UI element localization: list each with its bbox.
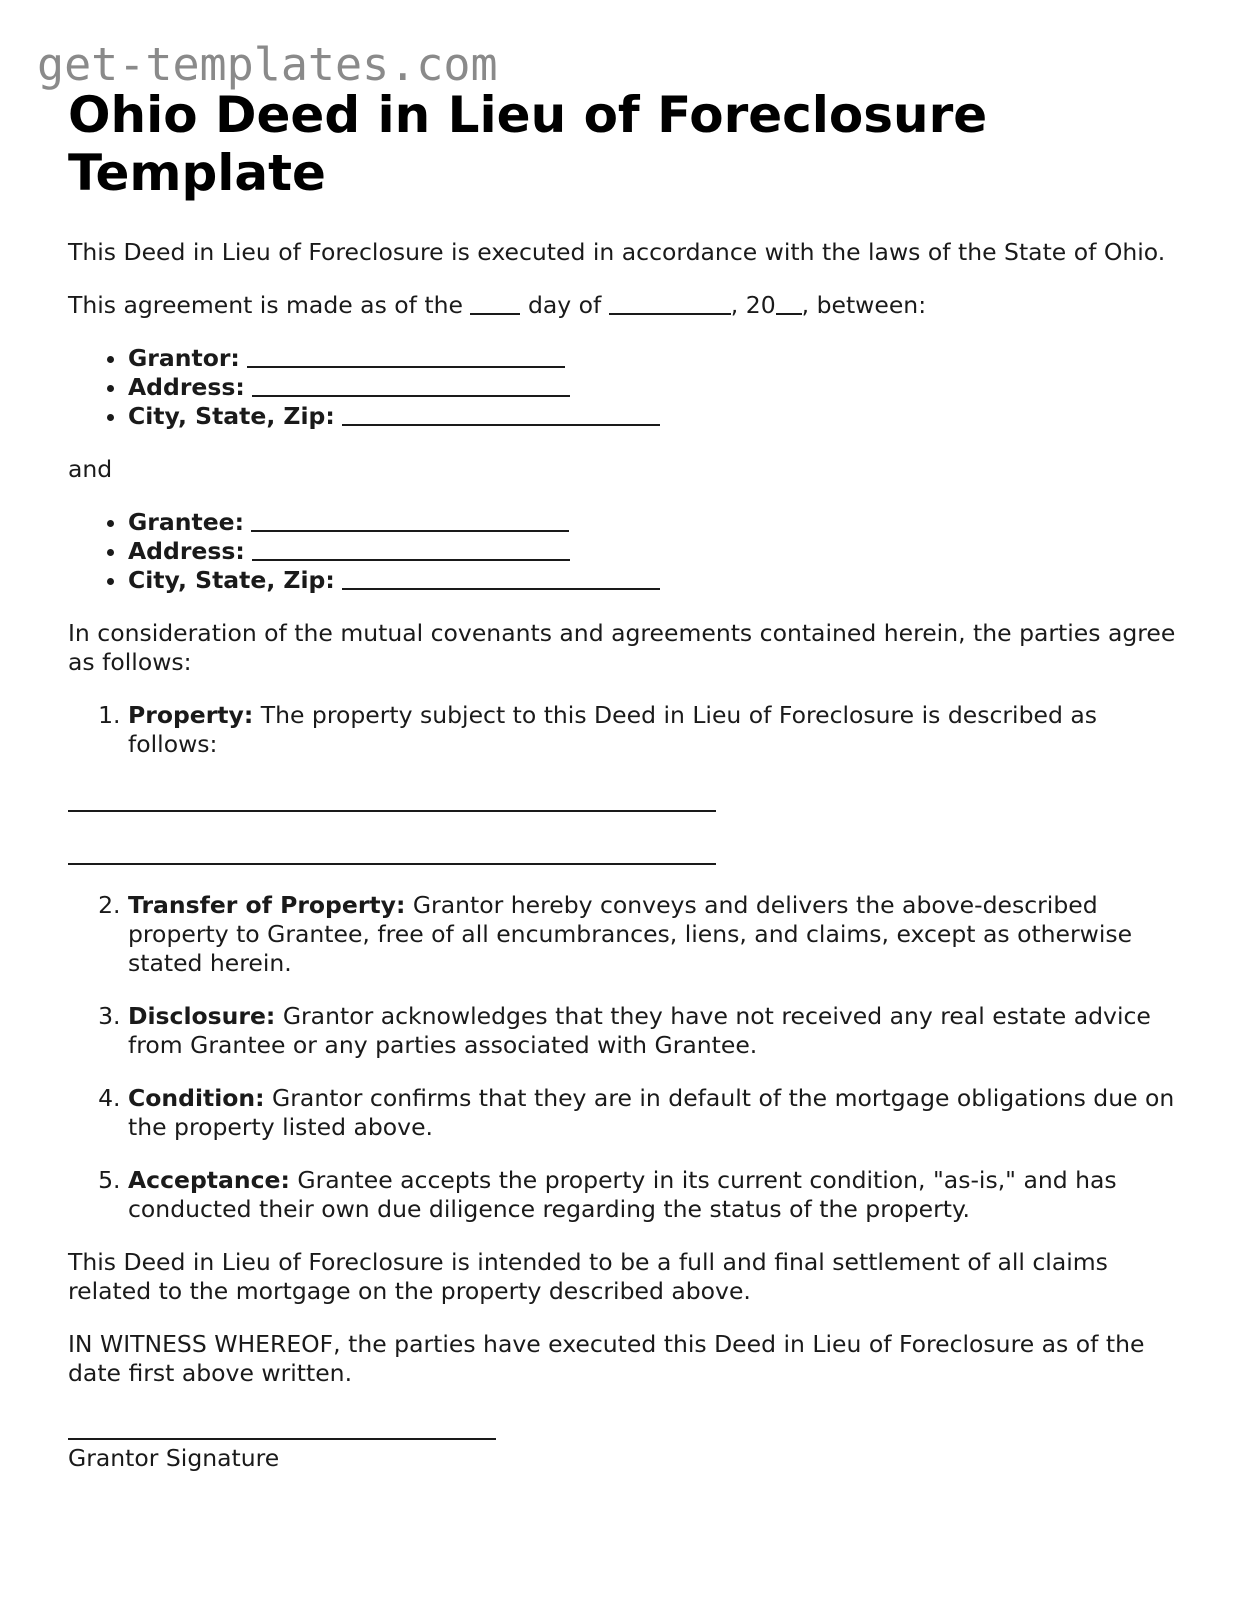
clause-heading: Condition: bbox=[128, 1084, 265, 1112]
clause-text: The property subject to this Deed in Lieu of Foreclosure is described as follows: bbox=[128, 701, 1097, 758]
grantee-address-blank[interactable] bbox=[252, 539, 570, 561]
clause-disclosure bbox=[128, 1002, 1188, 1060]
clause-text: Grantor confirms that they are in default of the mortgage obligations due on the property listed above. bbox=[128, 1084, 1175, 1141]
year-blank[interactable] bbox=[776, 293, 802, 315]
field-label: City, State, Zip: bbox=[128, 402, 335, 430]
grantee-city-blank[interactable] bbox=[342, 568, 660, 590]
clause-heading: Disclosure: bbox=[128, 1002, 276, 1030]
grantor-signature-label: Grantor Signature bbox=[68, 1444, 280, 1472]
field-label: Address: bbox=[128, 373, 245, 401]
day-of-label: day of bbox=[527, 291, 602, 319]
watermark: get-templates.com bbox=[37, 38, 498, 91]
page-title: Ohio Deed in Lieu of Foreclosure Template bbox=[68, 86, 988, 202]
field-label: Grantee: bbox=[128, 508, 244, 536]
clause-list-second bbox=[68, 891, 1188, 1224]
and-text: and bbox=[68, 455, 113, 483]
grantee-name-field bbox=[128, 508, 1188, 537]
clause-heading: Property: bbox=[128, 701, 254, 729]
clause-heading: Acceptance: bbox=[128, 1166, 290, 1194]
grantor-name-field bbox=[128, 344, 1188, 373]
grantor-fields bbox=[68, 344, 1188, 431]
intro-paragraph: This Deed in Lieu of Foreclosure is executed in accordance with the laws of the State of Ohio. bbox=[68, 238, 1166, 266]
clause-text: Grantor hereby conveys and delivers the above-described property to Grantee, free of all encumbrances, liens, and claims, except as otherwise stated herein. bbox=[128, 891, 1133, 977]
consideration-paragraph: In consideration of the mutual covenants and agreements contained herein, the parties agree as follows: bbox=[68, 619, 1176, 676]
settlement-paragraph: This Deed in Lieu of Foreclosure is intended to be a full and final settlement of all claims related to the mortgage on the property described above. bbox=[68, 1248, 1108, 1305]
field-label: City, State, Zip: bbox=[128, 566, 335, 594]
grantor-address-field bbox=[128, 373, 1188, 402]
agreement-date-line bbox=[68, 291, 1188, 320]
month-blank[interactable] bbox=[609, 293, 731, 315]
grantor-city-field bbox=[128, 402, 1188, 431]
grantor-name-blank[interactable] bbox=[247, 346, 565, 368]
witness-paragraph: IN WITNESS WHEREOF, the parties have executed this Deed in Lieu of Foreclosure as of the date first above written. bbox=[68, 1330, 1145, 1387]
clause-heading: Transfer of Property: bbox=[128, 891, 406, 919]
grantor-signature-line[interactable] bbox=[68, 1424, 496, 1440]
property-description-line-2[interactable] bbox=[68, 836, 716, 865]
grantee-name-blank[interactable] bbox=[251, 510, 569, 532]
agreement-suffix: , between: bbox=[801, 291, 927, 319]
grantor-address-blank[interactable] bbox=[252, 375, 570, 397]
clause-text: Grantee accepts the property in its current condition, "as-is," and has conducted their own due diligence regarding the status of the property. bbox=[128, 1166, 1117, 1223]
clause-acceptance bbox=[128, 1166, 1188, 1224]
day-blank[interactable] bbox=[470, 293, 520, 315]
clause-property bbox=[128, 701, 1188, 759]
property-description-line-1[interactable] bbox=[68, 783, 716, 812]
year-prefix: , 20 bbox=[730, 291, 776, 319]
grantee-city-field bbox=[128, 566, 1188, 595]
clause-list-first bbox=[68, 701, 1188, 759]
grantor-city-blank[interactable] bbox=[342, 404, 660, 426]
clause-transfer bbox=[128, 891, 1188, 978]
clause-condition bbox=[128, 1084, 1188, 1142]
grantee-address-field bbox=[128, 537, 1188, 566]
field-label: Address: bbox=[128, 537, 245, 565]
field-label: Grantor: bbox=[128, 344, 240, 372]
agreement-prefix: This agreement is made as of the bbox=[68, 291, 463, 319]
clause-text: Grantor acknowledges that they have not received any real estate advice from Grantee or any parties associated with Grantee. bbox=[128, 1002, 1151, 1059]
document bbox=[68, 86, 1188, 1473]
grantee-fields bbox=[68, 508, 1188, 595]
